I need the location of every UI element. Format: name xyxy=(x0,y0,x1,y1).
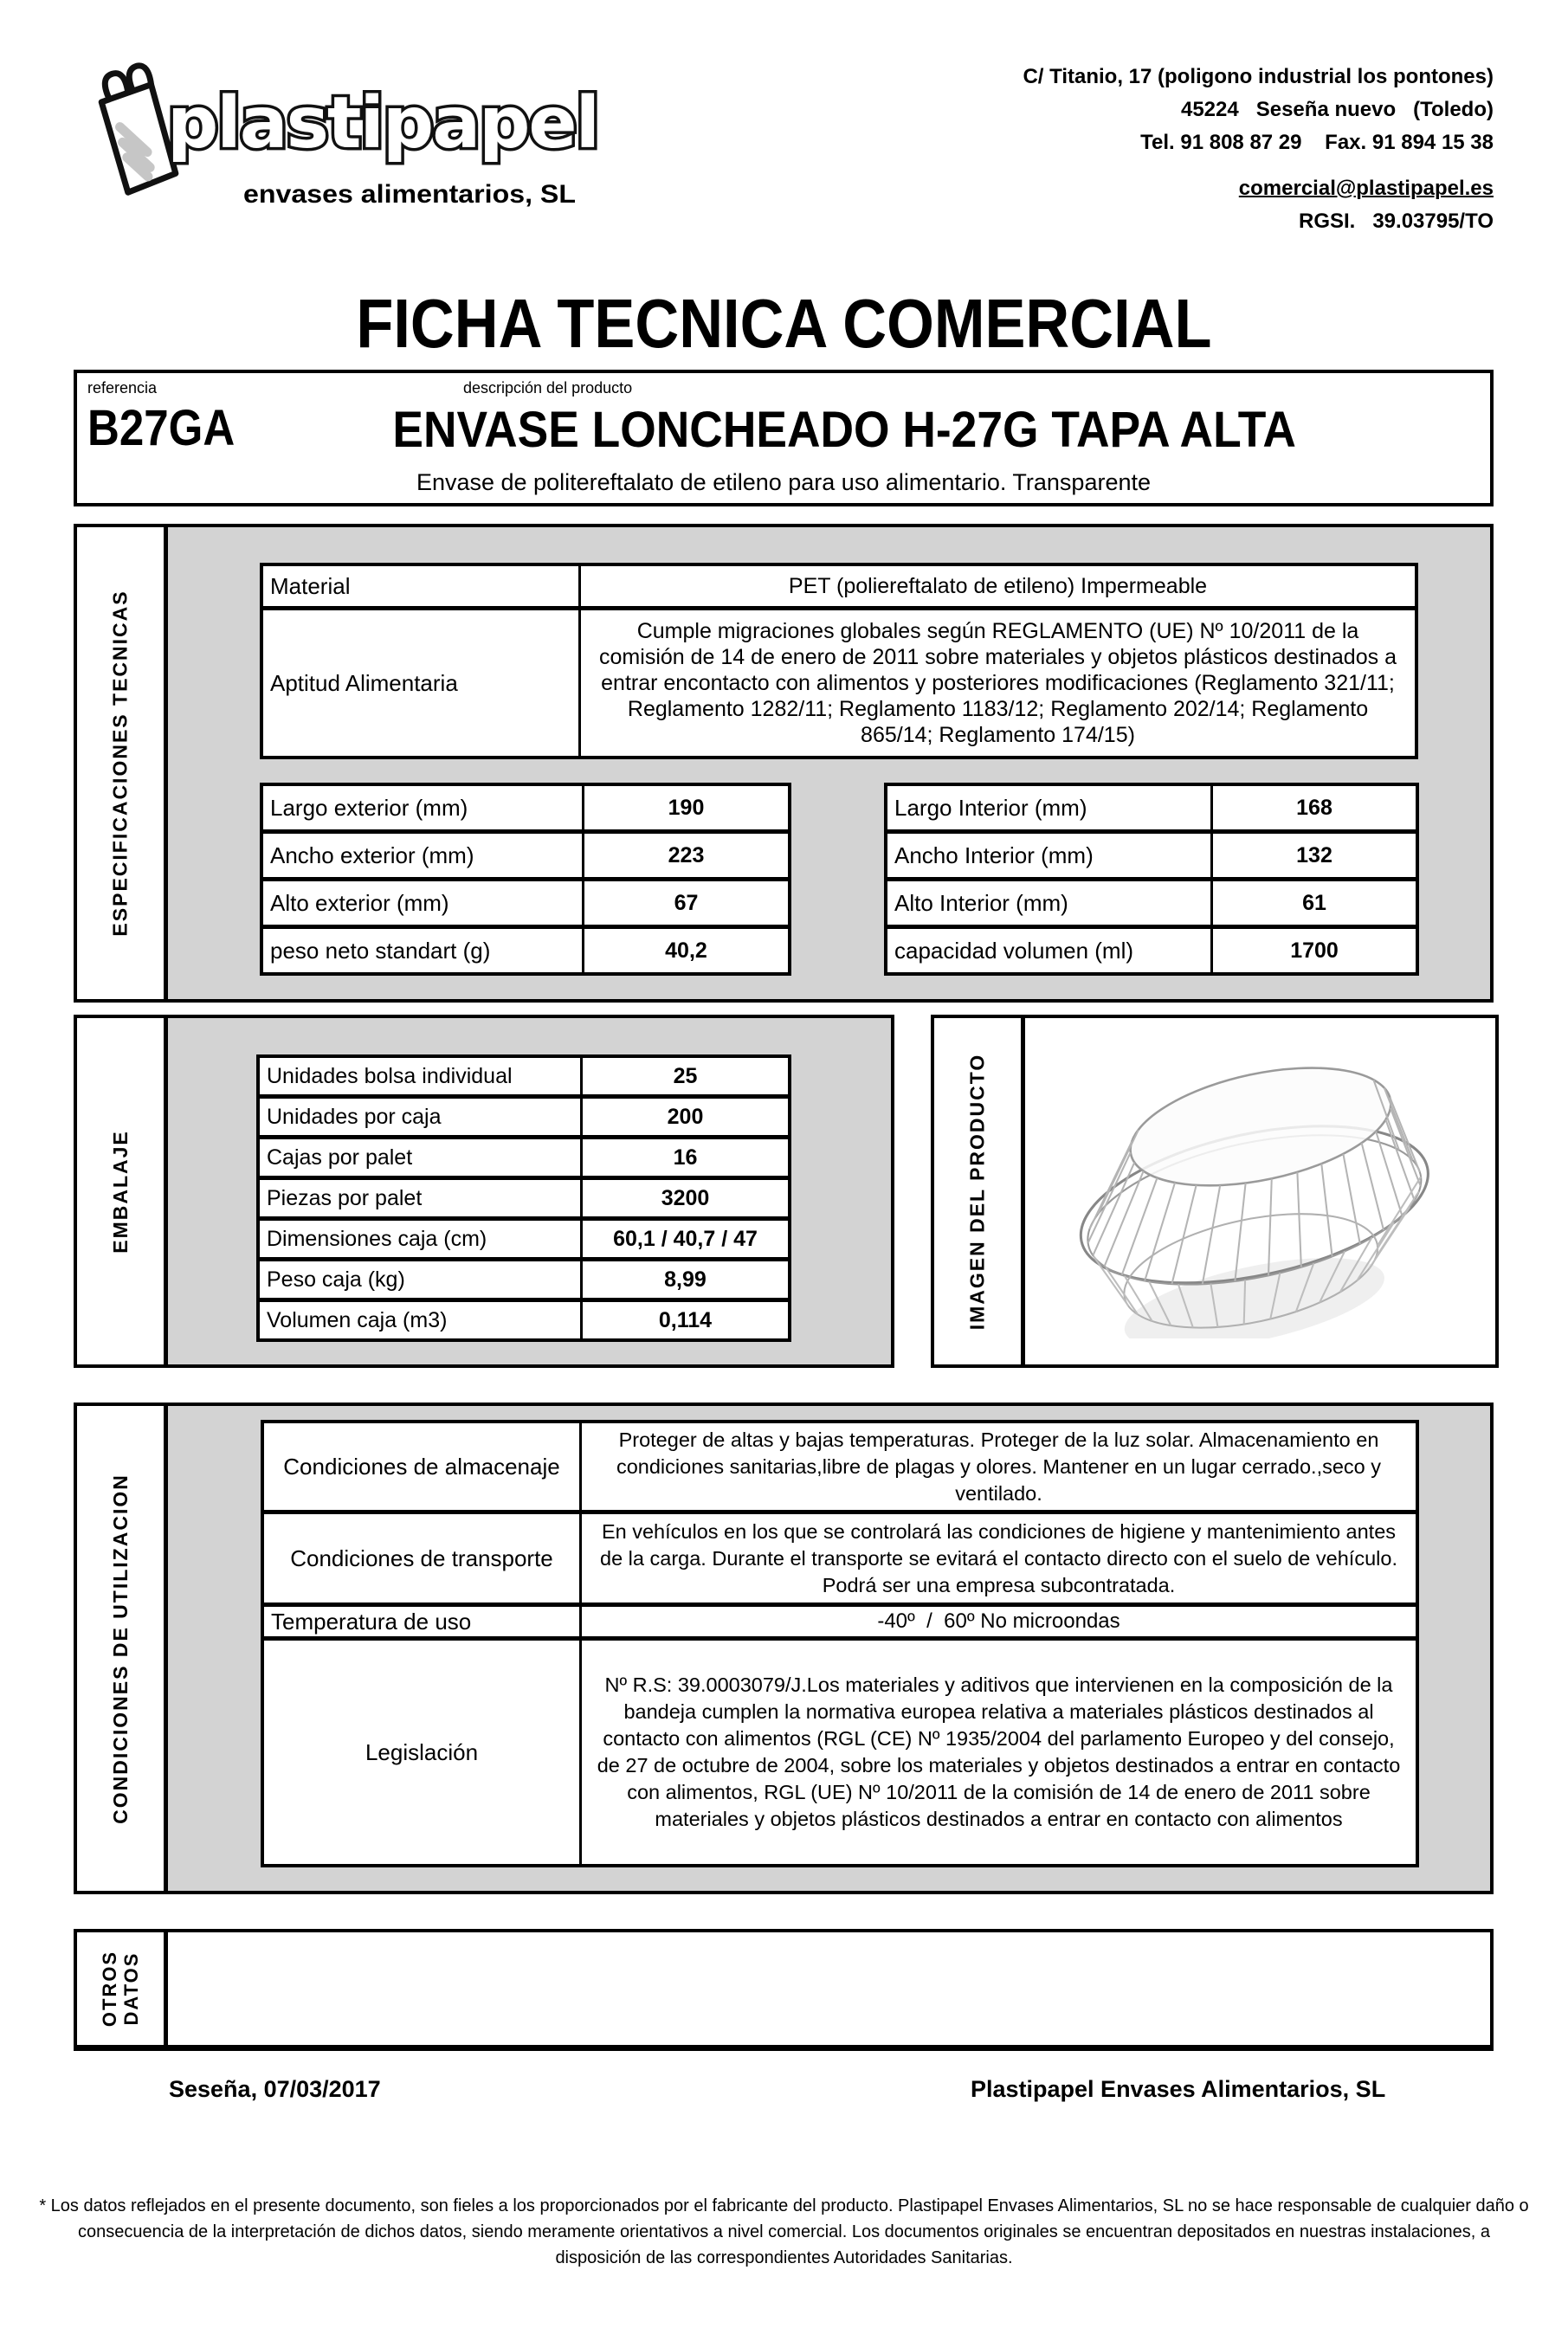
reference-code: B27GA xyxy=(87,400,236,456)
dim-value-cell: 61 xyxy=(1213,881,1416,925)
condiciones-content xyxy=(168,1406,1490,1891)
condiciones-value-cell: En vehículos en los que se controlará las condiciones de higiene y mantenimiento antes de la carga. Durante el transporte se evitará el contacto directo con el suelo de vehículo. Podrá ser una empresa subcontratada. xyxy=(582,1514,1416,1603)
embalaje-label-cell: Unidades bolsa individual xyxy=(260,1058,580,1094)
embalaje-value-cell: 16 xyxy=(583,1139,788,1176)
embalaje-value-cell: 25 xyxy=(583,1058,788,1094)
embalaje-value-cell: 60,1 / 40,7 / 47 xyxy=(583,1221,788,1257)
exterior-dimensions-table xyxy=(260,783,791,976)
condiciones-value-cell: Nº R.S: 39.0003079/J.Los materiales y aditivos que intervienen en la composición de la bandeja cumplen la normativa europea relativa a materiales plásticos destinados al contacto con alimentos (RGL (CE) Nº 1935/2004 del parlamento Europeo y del consejo, de 27 de octubre de 2004, sobre los materiales y objetos destinados a entrar en contacto con alimentos, RGL (UE) Nº 10/2011 de la comisión de 14 de enero de 2011 sobre materiales y objetos plásticos destinados a entrar en contacto con alimentos xyxy=(582,1641,1416,1864)
embalaje-value-cell: 3200 xyxy=(583,1180,788,1216)
condiciones-label-cell: Legislación xyxy=(264,1641,579,1864)
embalaje-label-cell: Piezas por palet xyxy=(260,1180,580,1216)
embalaje-value-cell: 200 xyxy=(583,1099,788,1135)
dim-value-cell: 223 xyxy=(584,834,788,877)
dim-label-cell: Largo Interior (mm) xyxy=(887,786,1210,829)
dim-label-cell: capacidad volumen (ml) xyxy=(887,929,1210,972)
embalaje-label-cell: Volumen caja (m3) xyxy=(260,1302,580,1338)
footer-place-date: Seseña, 07/03/2017 xyxy=(169,2076,381,2102)
imagen-content xyxy=(1025,1018,1495,1364)
rgsi-line: RGSI. 39.03795/TO xyxy=(1298,210,1494,233)
dim-value-cell: 132 xyxy=(1213,834,1416,877)
disclaimer-text: * Los datos reflejados en el presente documento, son fieles a los proporcionados por el fabricante del producto. Plastipapel Envases Alimentarios, SL no se hace responsable de cualquier daño o consecuencia de la interpretación de dichos datos, siendo meramente orientativos a nivel comercial. Los documentos originales se encuentran depositados en nuestras instalaciones, a disposición de las correspondientes Autoridades Sanitarias. xyxy=(39,2196,1529,2267)
dim-value-cell: 168 xyxy=(1213,786,1416,829)
product-photo xyxy=(1053,1044,1468,1338)
imagen-section-label: IMAGEN DEL PRODUCTO xyxy=(965,1053,989,1330)
section-embalaje xyxy=(74,1015,894,1368)
embalaje-content xyxy=(168,1018,891,1364)
address-line1: C/ Titanio, 17 (poligono industrial los pontones) xyxy=(1023,65,1494,88)
condiciones-table xyxy=(261,1420,1419,1867)
dim-label-cell: Ancho exterior (mm) xyxy=(263,834,582,877)
plastipapel-logo-graphic xyxy=(82,42,602,215)
especificaciones-label-strip xyxy=(77,527,168,999)
embalaje-table xyxy=(256,1054,791,1342)
dim-value-cell: 67 xyxy=(584,881,788,925)
aptitud-label-cell: Aptitud Alimentaria xyxy=(263,610,578,756)
page-title: FICHA TECNICA COMERCIAL xyxy=(356,285,1212,362)
address-line2: 45224 Seseña nuevo (Toledo) xyxy=(1180,98,1494,121)
dim-label-cell: peso neto standart (g) xyxy=(263,929,582,972)
embalaje-label-cell: Unidades por caja xyxy=(260,1099,580,1135)
otros-label-strip xyxy=(77,1932,168,2045)
dim-value-cell: 190 xyxy=(584,786,788,829)
company-logo xyxy=(82,42,602,219)
condiciones-label-strip xyxy=(77,1406,168,1891)
condiciones-label-cell: Condiciones de transporte xyxy=(264,1514,579,1603)
embalaje-section-label: EMBALAJE xyxy=(108,1129,132,1254)
dim-label-cell: Ancho Interior (mm) xyxy=(887,834,1210,877)
product-name: ENVASE LONCHEADO H-27G TAPA ALTA xyxy=(392,402,1296,458)
reference-label: referencia xyxy=(87,379,158,397)
especificaciones-section-label: ESPECIFICACIONES TECNICAS xyxy=(108,590,132,937)
condiciones-label-cell: Condiciones de almacenaje xyxy=(264,1423,579,1510)
interior-dimensions-table xyxy=(884,783,1419,976)
aptitud-value-cell: Cumple migraciones globales según REGLAMENTO (UE) Nº 10/2011 de la comisión de 14 de enero de 2011 sobre materiales y objetos plásticos destinados a entrar encontacto con alimentos y posteriores modificaciones (Reglamento 321/11; Reglamento 1282/11; Reglamento 1183/12; Reglamento 202/14; Reglamento 865/14; Reglamento 174/15) xyxy=(581,610,1415,756)
material-value-cell: PET (poliereftalato de etileno) Impermeable xyxy=(581,566,1415,606)
dim-label-cell: Alto exterior (mm) xyxy=(263,881,582,925)
dim-value-cell: 1700 xyxy=(1213,929,1416,972)
condiciones-value-cell: Proteger de altas y bajas temperaturas. Proteger de la luz solar. Almacenamiento en condiciones sanitarias,libre de plagas y olores. Mantener en un lugar cerrado.,seco y ventilado. xyxy=(582,1423,1416,1510)
reference-box xyxy=(74,370,1494,506)
dim-label-cell: Alto Interior (mm) xyxy=(887,881,1210,925)
embalaje-label-strip xyxy=(77,1018,168,1364)
otros-section-label: OTROS DATOS xyxy=(99,1950,142,2028)
embalaje-value-cell: 0,114 xyxy=(583,1302,788,1338)
phone-fax-line: Tel. 91 808 87 29 Fax. 91 894 15 38 xyxy=(1140,131,1494,154)
embalaje-label-cell: Dimensiones caja (cm) xyxy=(260,1221,580,1257)
dim-label-cell: Largo exterior (mm) xyxy=(263,786,582,829)
section-otros-datos xyxy=(74,1929,1494,2051)
logo-wordmark: plastipapel xyxy=(167,82,598,164)
dim-value-cell: 40,2 xyxy=(584,929,788,972)
footer-company-name: Plastipapel Envases Alimentarios, SL xyxy=(971,2076,1386,2102)
embalaje-label-cell: Peso caja (kg) xyxy=(260,1261,580,1298)
embalaje-label-cell: Cajas por palet xyxy=(260,1139,580,1176)
section-imagen-producto xyxy=(931,1015,1499,1368)
especificaciones-content xyxy=(168,527,1490,999)
section-condiciones xyxy=(74,1403,1494,1894)
embalaje-value-cell: 8,99 xyxy=(583,1261,788,1298)
product-subtitle: Envase de politereftalato de etileno para uso alimentario. Transparente xyxy=(416,469,1152,495)
section-especificaciones xyxy=(74,524,1494,1003)
imagen-label-strip xyxy=(934,1018,1025,1364)
description-label: descripción del producto xyxy=(463,379,633,397)
contact-block xyxy=(1023,61,1494,238)
material-label-cell: Material xyxy=(263,566,578,606)
condiciones-label-cell: Temperatura de uso xyxy=(264,1607,579,1636)
email-link[interactable]: comercial@plastipapel.es xyxy=(1238,177,1494,200)
logo-subtitle-text: envases alimentarios, SL xyxy=(243,180,576,209)
condiciones-value-cell: -40º / 60º No microondas xyxy=(582,1607,1416,1636)
material-table xyxy=(260,563,1418,759)
bag-icon xyxy=(96,62,177,194)
condiciones-section-label: CONDICIONES DE UTILIZACION xyxy=(108,1473,132,1824)
otros-content xyxy=(168,1932,1490,2045)
